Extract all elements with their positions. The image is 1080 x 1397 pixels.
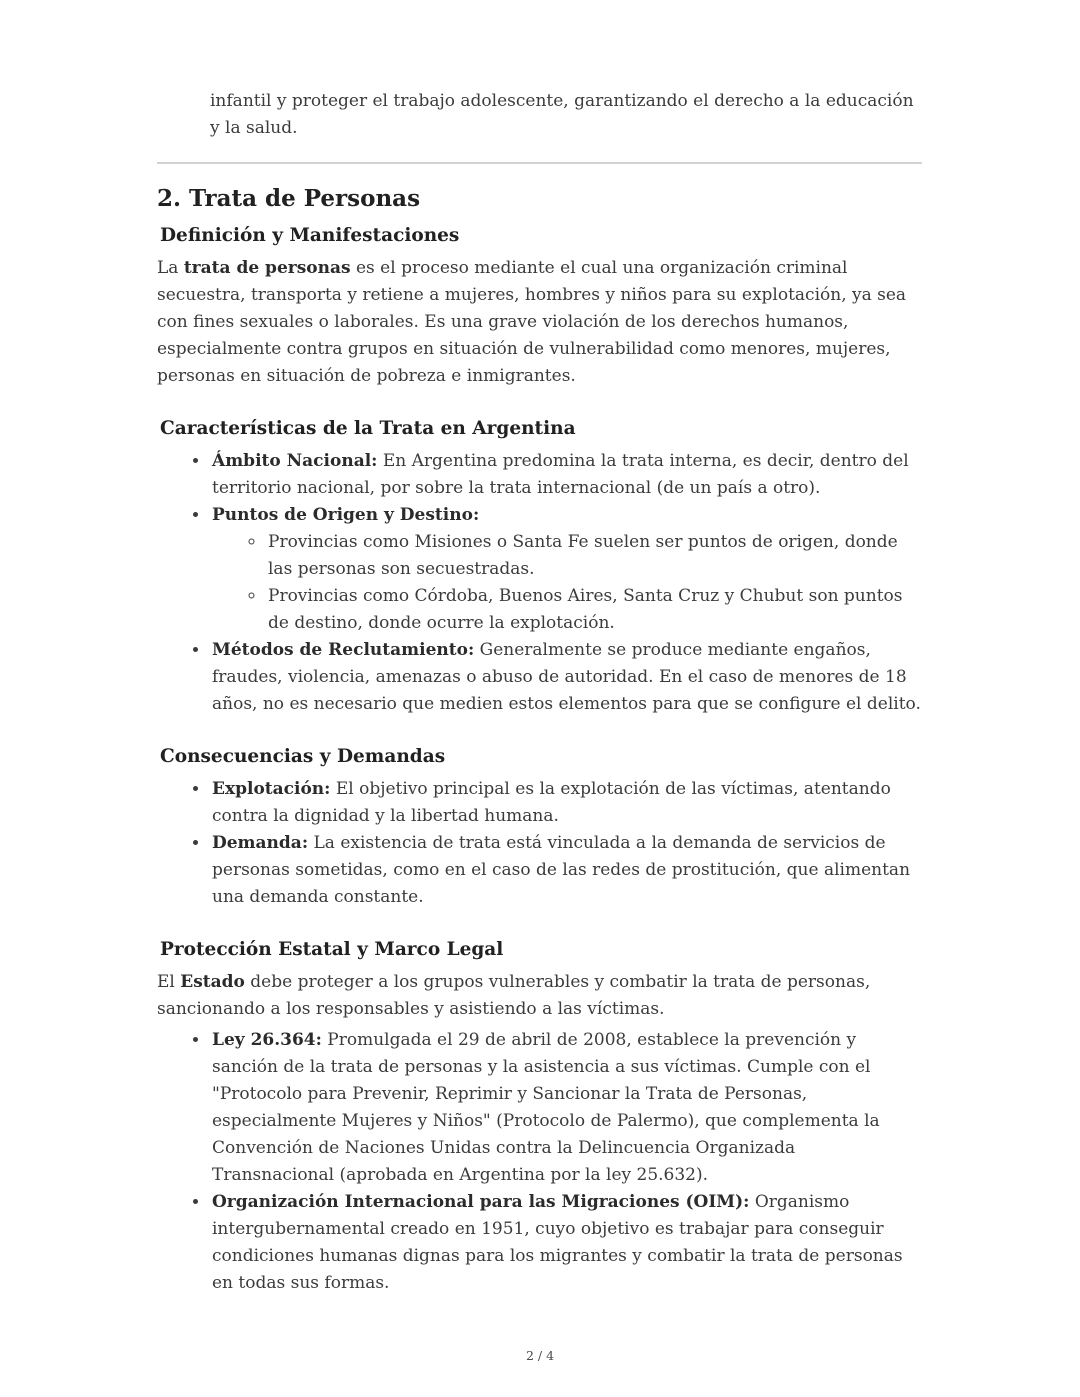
list-item-term: Demanda: — [212, 833, 309, 853]
list-item — [210, 776, 922, 830]
bullet-list-proteccion — [157, 1027, 922, 1297]
paragraph-text: La — [157, 258, 184, 278]
continuation-paragraph: infantil y proteger el trabajo adolescente, garantizando el derecho a la educación y la salud. — [210, 91, 914, 138]
list-item-term: Ley 26.364: — [212, 1030, 322, 1050]
page-number-indicator: 2 / 4 — [525, 1348, 555, 1363]
paragraph-text: debe proteger a los grupos vulnerables y combatir la trata de personas, sancionando a los responsables y asistiendo a las víctimas. — [157, 972, 871, 1019]
list-item-term: Explotación: — [212, 779, 331, 799]
section-heading-caracteristicas: Características de la Trata en Argentina — [160, 418, 576, 439]
paragraph-text: El — [157, 972, 181, 992]
list-item-text: Organismo intergubernamental creado en 1951, cuyo objetivo es trabajar para conseguir condiciones humanas dignas para los migrantes y combatir la trata de personas en todas sus formas. — [212, 1192, 903, 1293]
list-item — [210, 502, 922, 637]
bullet-list-consecuencias — [157, 776, 922, 911]
list-item — [210, 637, 922, 718]
list-item-term: Organización Internacional para las Migraciones (OIM): — [212, 1192, 750, 1212]
list-item-text: El objetivo principal es la explotación de las víctimas, atentando contra la dignidad y la libertad humana. — [212, 779, 891, 826]
list-item — [210, 830, 922, 911]
list-item-text: Promulgada el 29 de abril de 2008, establece la prevención y sanción de la trata de personas y la asistencia a sus víctimas. Cumple con el "Protocolo para Prevenir, Reprimir y Sancionar la Trata de Personas, especialmente Mujeres y Niños" (Protocolo de Palermo), que complementa la Convención de Naciones Unidas contra la Delincuencia Organizada Transnacional (aprobada en Argentina por la ley 25.632). — [212, 1030, 880, 1185]
list-item-term: Ámbito Nacional: — [212, 451, 378, 471]
list-item — [210, 1189, 922, 1297]
section-heading-proteccion: Protección Estatal y Marco Legal — [160, 939, 504, 960]
sub-list-item: ◦ Provincias como Misiones o Santa Fe suelen ser puntos de origen, donde las personas son secuestradas. — [266, 529, 922, 583]
paragraph-bold-term: trata de personas — [183, 258, 351, 278]
list-item — [210, 1027, 922, 1189]
paragraph-proteccion — [157, 969, 922, 1023]
list-item — [210, 448, 922, 502]
list-item-term: Métodos de Reclutamiento: — [212, 640, 475, 660]
bullet-list-caracteristicas — [157, 448, 922, 718]
section-heading-definicion: Definición y Manifestaciones — [160, 225, 460, 246]
paragraph-bold-term: Estado — [180, 972, 245, 992]
list-item-text: La existencia de trata está vinculada a la demanda de servicios de personas sometidas, como en el caso de las redes de prostitución, que alimentan una demanda constante. — [212, 833, 911, 907]
list-item-term: Puntos de Origen y Destino: — [212, 505, 480, 525]
section-divider — [157, 162, 922, 164]
sub-list-item: ◦ Provincias como Córdoba, Buenos Aires, Santa Cruz y Chubut son puntos de destino, donde ocurre la explotación. — [266, 583, 922, 637]
paragraph-text: es el proceso mediante el cual una organización criminal secuestra, transporta y retiene a mujeres, hombres y niños para su explotación, ya sea con fines sexuales o laborales. Es una grave violación de los derechos humanos, especialmente contra grupos en situación de vulnerabilidad como menores, mujeres, personas en situación de pobreza e inmigrantes. — [157, 258, 907, 386]
page-title: 2. Trata de Personas — [157, 185, 421, 212]
list-item-text: Generalmente se produce mediante engaños, fraudes, violencia, amenazas o abuso de autoridad. En el caso de menores de 18 años, no es necesario que medien estos elementos para que se configure el delito. — [212, 640, 921, 714]
paragraph-definicion — [157, 255, 922, 390]
section-heading-consecuencias: Consecuencias y Demandas — [160, 746, 446, 767]
sub-bullet-list — [212, 529, 922, 637]
list-item-text: En Argentina predomina la trata interna, es decir, dentro del territorio nacional, por sobre la trata internacional (de un país a otro). — [212, 451, 909, 498]
